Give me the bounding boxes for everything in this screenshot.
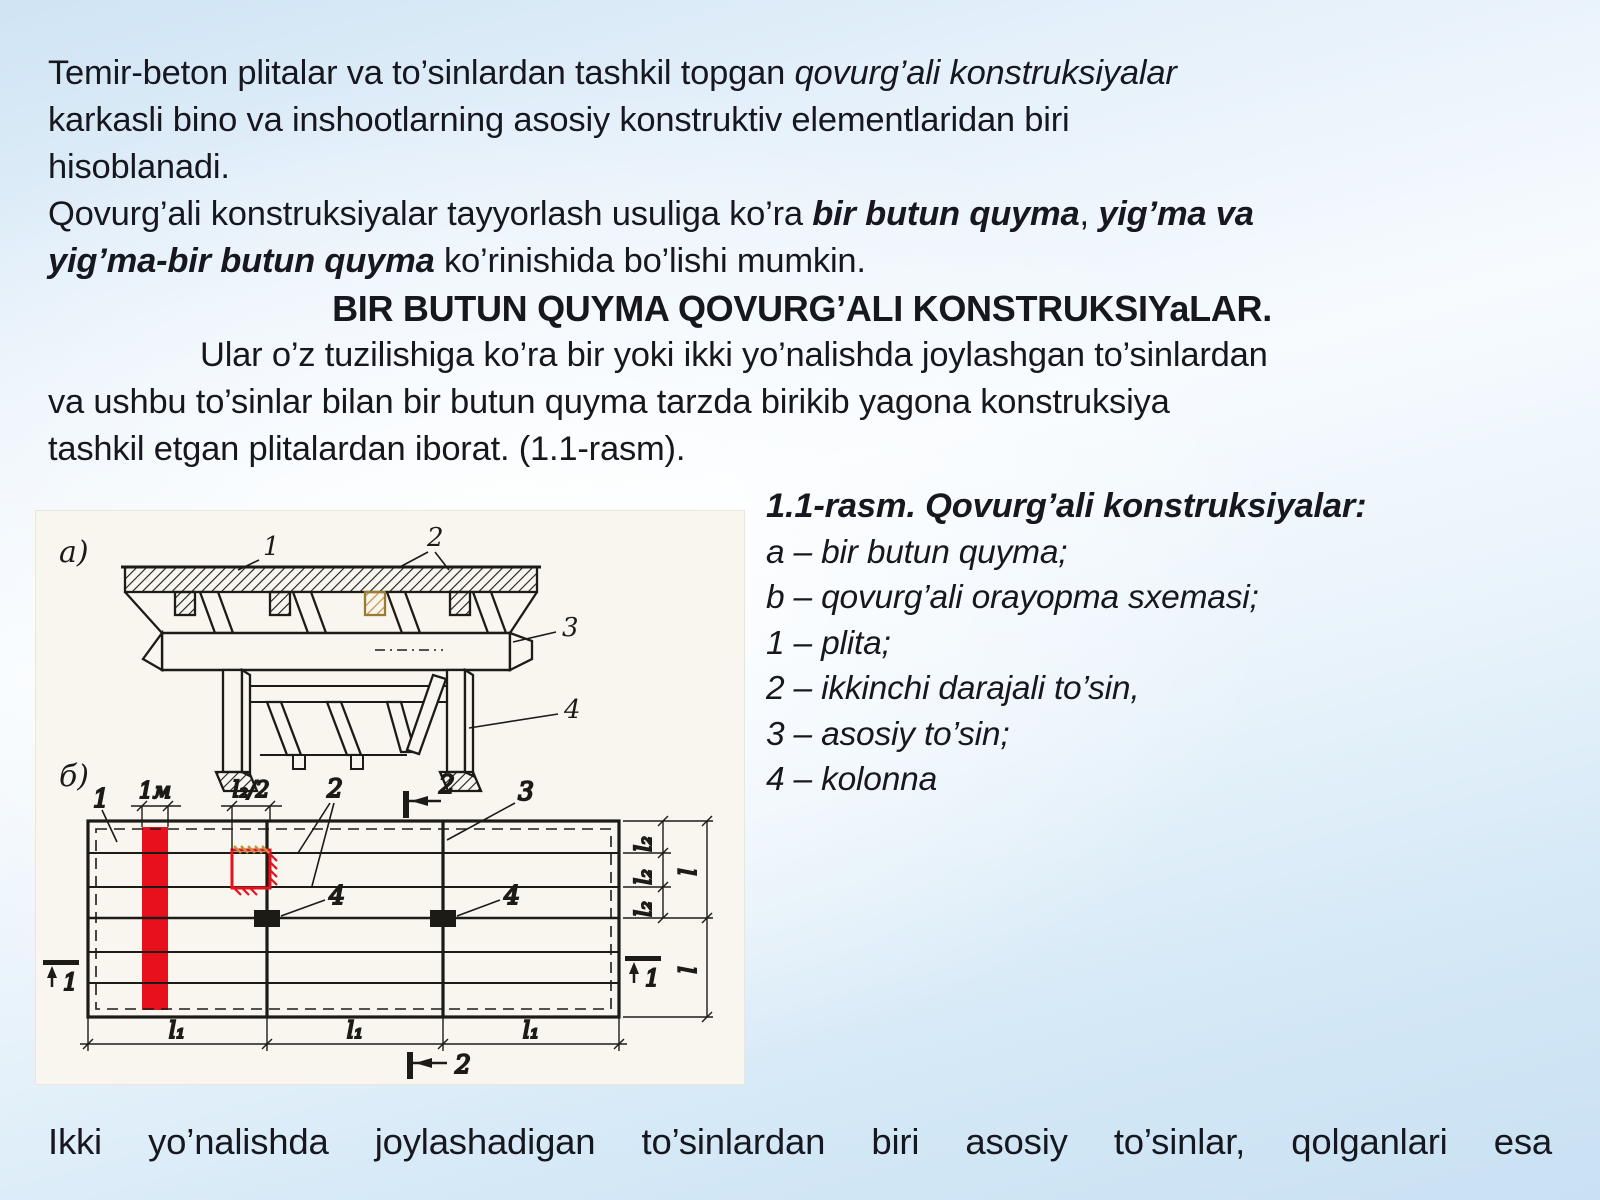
- iso-slab: [125, 567, 537, 592]
- intro-line-5: [48, 238, 1556, 285]
- plan-callout-4a: 4: [329, 881, 345, 910]
- plan-dim-l2-half: l₂/2: [232, 778, 270, 803]
- plan-dim-lb: l: [676, 966, 702, 974]
- svg-text:2: 2: [439, 770, 455, 799]
- figure-card: [35, 510, 745, 1085]
- bottom-paragraph: Ikki yo’nalishda joylashadigan to’sinlardan biri asosiy to’sinlar, qolganlari esa: [48, 1121, 1552, 1162]
- iso-rib-end: [293, 755, 305, 769]
- main-text-block: [48, 50, 1556, 473]
- intro-line-5-bold: yig’ma-bir butun quyma: [48, 242, 435, 280]
- plan-dim-l1b: l₁: [346, 1018, 364, 1044]
- svg-text:2: 2: [455, 1050, 471, 1079]
- plan-dim-1m: 1м: [138, 779, 172, 804]
- section-heading: BIR BUTUN QUYMA QOVURG’ALI KONSTRUKSIYaLAR.: [332, 288, 1272, 329]
- plan-dim-l2c: l₂: [632, 901, 657, 917]
- iso-callout-1: 1: [263, 532, 280, 562]
- intro-line-1: [48, 50, 1556, 97]
- caption-item-b: b – qovurg’ali orayopma sxemasi;: [766, 579, 1259, 616]
- iso-rib-cut: [450, 592, 470, 615]
- plan-callout-2: 2: [327, 774, 343, 803]
- plan-dim-l2a: l₂: [632, 836, 657, 852]
- para2-line-3: tashkil etgan plitalardan iborat. (1.1-rasm).: [48, 430, 686, 468]
- panel-b-label: б): [59, 759, 90, 794]
- plan-dim-l1a: l₁: [168, 1018, 186, 1044]
- para2-line-2: va ushbu to’sinlar bilan bir butun quyma tarzda birikib yagona konstruksiya: [48, 383, 1170, 421]
- plan-callout-1: 1: [93, 784, 109, 813]
- plan-callout-4b: 4: [504, 881, 520, 910]
- intro-line-4-bold2: yig’ma va: [1098, 195, 1254, 233]
- plan-dim-la: l: [676, 868, 702, 876]
- plan-column: [431, 911, 455, 926]
- intro-line-4-sep: ,: [1079, 195, 1099, 233]
- plan-column: [255, 911, 279, 926]
- caption-title: 1.1-rasm. Qovurg’ali konstruksiyalar:: [766, 487, 1367, 525]
- caption-item-a: a – bir butun quyma;: [766, 533, 1068, 571]
- plan-dim-l2b: l₂: [632, 869, 657, 885]
- figure-caption: [766, 484, 1596, 803]
- iso-main-beam: [162, 633, 510, 670]
- intro-line-5-plain: ko’rinishida bo’lishi mumkin.: [434, 242, 866, 280]
- intro-line-4-bold1: bir butun quyma: [812, 195, 1080, 233]
- caption-item-4: 4 – kolonna: [766, 761, 938, 798]
- intro-line-1-plain: Temir-beton plitalar va to’sinlardan tashkil topgan: [48, 54, 795, 92]
- iso-rib-cut: [270, 592, 290, 615]
- iso-rib-cut-tan: [365, 592, 385, 615]
- plan-callout-3: 3: [518, 777, 534, 806]
- intro-line-4: [48, 191, 1556, 238]
- iso-callout-4: 4: [564, 695, 581, 725]
- iso-column-left: [223, 670, 242, 772]
- iso-callout-2: 2: [427, 523, 444, 553]
- iso-callout-3: 3: [562, 613, 579, 643]
- figure-1-1-drawing: [35, 510, 745, 1085]
- caption-item-2: 2 – ikkinchi darajali to’sin,: [766, 670, 1140, 707]
- intro-line-2: karkasli bino va inshootlarning asosiy konstruktiv elementlaridan biri: [48, 101, 1070, 139]
- caption-item-1: 1 – plita;: [766, 624, 891, 662]
- plan-dim-l1c: l₁: [522, 1018, 540, 1044]
- para2-line-1: Ular o’z tuzilishiga ko’ra bir yoki ikki yo’nalishda joylashgan to’sinlardan: [200, 336, 1268, 374]
- iso-column-right: [447, 670, 465, 772]
- svg-text:1: 1: [63, 970, 78, 996]
- iso-rib-end: [351, 755, 363, 769]
- intro-line-3: hisoblanadi.: [48, 148, 230, 186]
- iso-rib-cut: [175, 592, 195, 615]
- caption-item-3: 3 – asosiy to’sin;: [766, 715, 1010, 753]
- panel-a-label: a): [59, 535, 89, 570]
- svg-text:1: 1: [645, 966, 660, 992]
- intro-line-4-plain: Qovurg’ali konstruksiyalar tayyorlash usuliga ko’ra: [48, 195, 813, 233]
- intro-line-1-italic: qovurg’ali konstruksiyalar: [794, 54, 1177, 92]
